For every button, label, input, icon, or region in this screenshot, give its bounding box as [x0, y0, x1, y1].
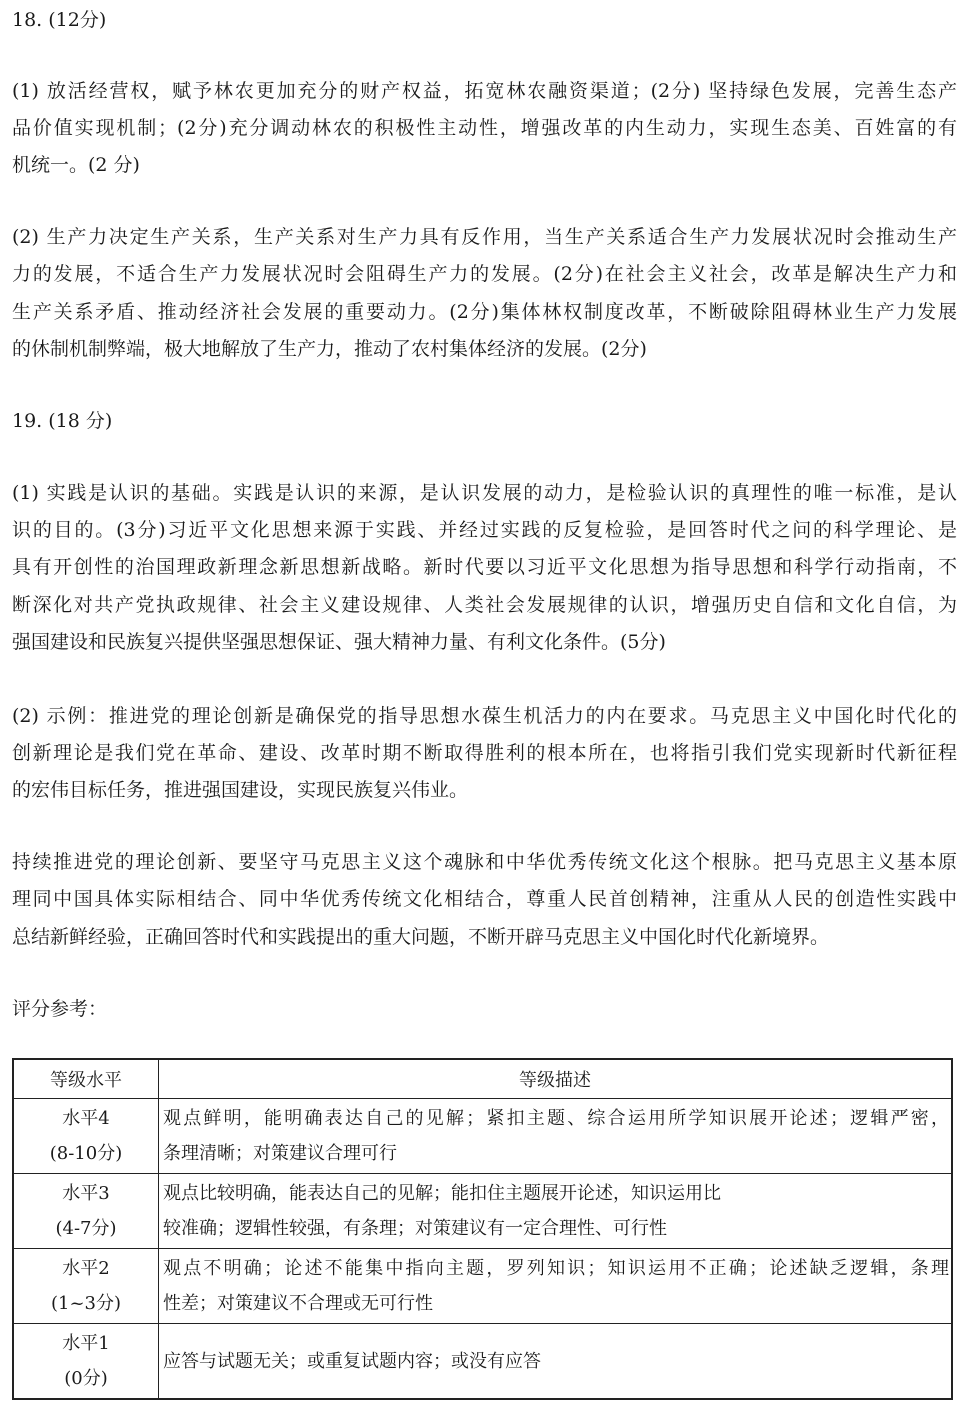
description-line: 观点比较明确，能表达自己的见解；能扣住主题展开论述，知识运用比: [163, 1183, 721, 1204]
description-cell: [159, 1099, 953, 1174]
q19-part1-line-4: 断深化对共产党执政规律、社会主义建设规律、人类社会发展规律的认识，增强历史自信和文化自信，为: [12, 594, 957, 616]
q19-part2-line-3: 的宏伟目标任务，推进强国建设，实现民族复兴伟业。: [12, 779, 469, 801]
level-cell: [13, 1174, 159, 1249]
q19-part1-line-2: 识的目的。(3分)习近平文化思想来源于实践、并经过实践的反复检验，是回答时代之问的科学理论、是: [12, 519, 957, 541]
level-range: (4-7分): [55, 1218, 117, 1239]
level-cell: [13, 1249, 159, 1324]
level-name: 水平4: [62, 1108, 110, 1129]
q19-paragraph-3-line-3: 总结新鲜经验，正确回答时代和实践提出的重大问题，不断开辟马克思主义中国化时代化新境界。: [12, 926, 830, 948]
q19-part2-line-2: 创新理论是我们党在革命、建设、改革时期不断取得胜利的根本所在，也将指引我们党实现新时代新征程: [12, 742, 957, 764]
q18-part1-line-1: (1) 放活经营权，赋予林农更加充分的财产权益，拓宽林农融资渠道；(2分) 坚持绿色发展，完善生态产: [12, 80, 957, 102]
q18-part2-line-3: 生产关系矛盾、推动经济社会发展的重要动力。(2分)集体林权制度改革，不断破除阻碍林业生产力发展: [12, 301, 957, 323]
q19-paragraph-3-line-2: 理同中国具体实际相结合、同中华优秀传统文化相结合，尊重人民首创精神，注重从人民的创造性实践中: [12, 888, 957, 910]
level-range: (1~3分): [50, 1293, 122, 1314]
q19-part1-line-5: 强国建设和民族复兴提供坚强思想保证、强大精神力量、有利文化条件。(5分): [12, 631, 666, 653]
table-row: [13, 1324, 952, 1400]
header-description: 等级描述: [159, 1059, 953, 1099]
q18-heading: 18. (12分): [12, 9, 107, 31]
level-name: 水平3: [62, 1183, 110, 1204]
level-cell: [13, 1099, 159, 1174]
header-level: 等级水平: [13, 1059, 159, 1099]
q18-part2-line-1: (2) 生产力决定生产关系，生产关系对生产力具有反作用，当生产关系适合生产力发展状况时会推动生产: [12, 226, 957, 248]
q18-part1-line-2: 品价值实现机制；(2分)充分调动林农的积极性主动性，增强改革的内生动力，实现生态美、百姓富的有: [12, 117, 957, 139]
description-line: 观点鲜明，能明确表达自己的见解；紧扣主题、综合运用所学知识展开论述；逻辑严密，: [163, 1108, 949, 1129]
description-line: 观点不明确；论述不能集中指向主题，罗列知识；知识运用不正确；论述缺乏逻辑，条理: [163, 1258, 949, 1279]
level-name: 水平2: [62, 1258, 110, 1279]
q19-part1-line-1: (1) 实践是认识的基础。实践是认识的来源，是认识发展的动力，是检验认识的真理性的唯一标准，是认: [12, 482, 957, 504]
description-line: 较准确；逻辑性较强，有条理；对策建议有一定合理性、可行性: [163, 1218, 667, 1239]
level-range: (8-10分): [49, 1143, 123, 1164]
q18-part2-line-2: 力的发展，不适合生产力发展状况时会阻碍生产力的发展。(2分)在社会主义社会，改革是解决生产力和: [12, 263, 957, 285]
description-line: 性差；对策建议不合理或无可行性: [163, 1293, 433, 1314]
q19-part1-line-3: 具有开创性的治国理政新理念新思想新战略。新时代要以习近平文化思想为指导思想和科学行动指南，不: [12, 556, 957, 578]
description-cell: [159, 1249, 953, 1324]
description-line: 应答与试题无关；或重复试题内容；或没有应答: [163, 1350, 541, 1372]
level-range: (0分): [64, 1368, 108, 1389]
table-row: [13, 1249, 952, 1324]
q18-part2-line-4: 的休制机制弊端，极大地解放了生产力，推动了农村集体经济的发展。(2分): [12, 338, 647, 360]
q19-part2-line-1: (2) 示例：推进党的理论创新是确保党的指导思想水葆生机活力的内在要求。马克思主义中国化时代化的: [12, 705, 957, 727]
description-cell: [159, 1174, 953, 1249]
grading-table-header-row: [13, 1059, 952, 1099]
table-row: [13, 1099, 952, 1174]
description-cell: [159, 1324, 953, 1400]
description-line: 条理清晰；对策建议合理可行: [163, 1143, 397, 1164]
q18-part1-line-3: 机统一。(2 分): [12, 154, 140, 176]
level-cell: [13, 1324, 159, 1400]
level-name: 水平1: [62, 1333, 110, 1354]
q19-heading: 19. (18 分): [12, 410, 113, 432]
q19-paragraph-3-line-1: 持续推进党的理论创新、要坚守马克思主义这个魂脉和中华优秀传统文化这个根脉。把马克思主义基本原: [12, 851, 957, 873]
table-row: [13, 1174, 952, 1249]
scoring-label: 评分参考：: [12, 998, 108, 1020]
grading-table: [12, 1058, 953, 1400]
